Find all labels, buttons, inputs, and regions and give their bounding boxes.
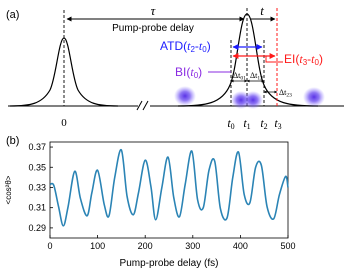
delta-t23-label: Δt23 — [279, 88, 292, 99]
y-tick-label: 0.35 — [28, 162, 46, 173]
x-tick-label: 300 — [185, 241, 201, 251]
panel-a — [6, 3, 344, 131]
t2-label: t2 — [260, 116, 268, 131]
t-label: t — [260, 3, 264, 18]
axis-zero-label: 0 — [61, 117, 67, 129]
x-tick-label: 400 — [232, 241, 248, 251]
blob-left — [174, 86, 196, 106]
y-tick-label: 0.37 — [28, 142, 46, 153]
axis-break-mark-2 — [143, 101, 148, 110]
cos2-chart — [4, 142, 296, 269]
panel-a-label: (a) — [6, 9, 20, 21]
x-axis-label: Pump-probe delay (fs) — [119, 258, 219, 269]
y-ticks — [28, 142, 53, 233]
delta-t12-label: Δt12 — [250, 71, 263, 82]
ei-connector — [266, 56, 283, 62]
delta-t01-label: Δt01 — [233, 71, 246, 82]
x-tick-label: 200 — [137, 241, 153, 251]
series-line — [50, 150, 288, 226]
atd-label: ATD(t2-t0) — [160, 39, 211, 54]
ei-label: EI(t3-t0) — [284, 52, 323, 67]
blob-right — [303, 87, 325, 107]
x-tick-label: 500 — [280, 241, 296, 251]
panel-b-label: (b) — [6, 135, 20, 147]
t3-label: t3 — [274, 116, 282, 131]
y-tick-label: 0.31 — [28, 202, 46, 213]
pump-probe-delay-label: Pump-probe delay — [112, 23, 194, 34]
blob-center-right — [243, 91, 263, 109]
t1-label: t1 — [243, 116, 251, 131]
x-tick-label: 0 — [47, 241, 53, 251]
panel-b — [4, 135, 296, 269]
x-ticks — [47, 235, 295, 251]
tau-label: τ — [150, 3, 156, 18]
t0-label: t0 — [227, 116, 235, 131]
y-tick-label: 0.33 — [28, 182, 46, 193]
bi-label: BI(t0) — [175, 65, 203, 80]
y-axis-label: <cos²θ> — [4, 175, 13, 205]
x-tick-label: 100 — [90, 241, 106, 251]
y-tick-label: 0.29 — [28, 222, 46, 233]
